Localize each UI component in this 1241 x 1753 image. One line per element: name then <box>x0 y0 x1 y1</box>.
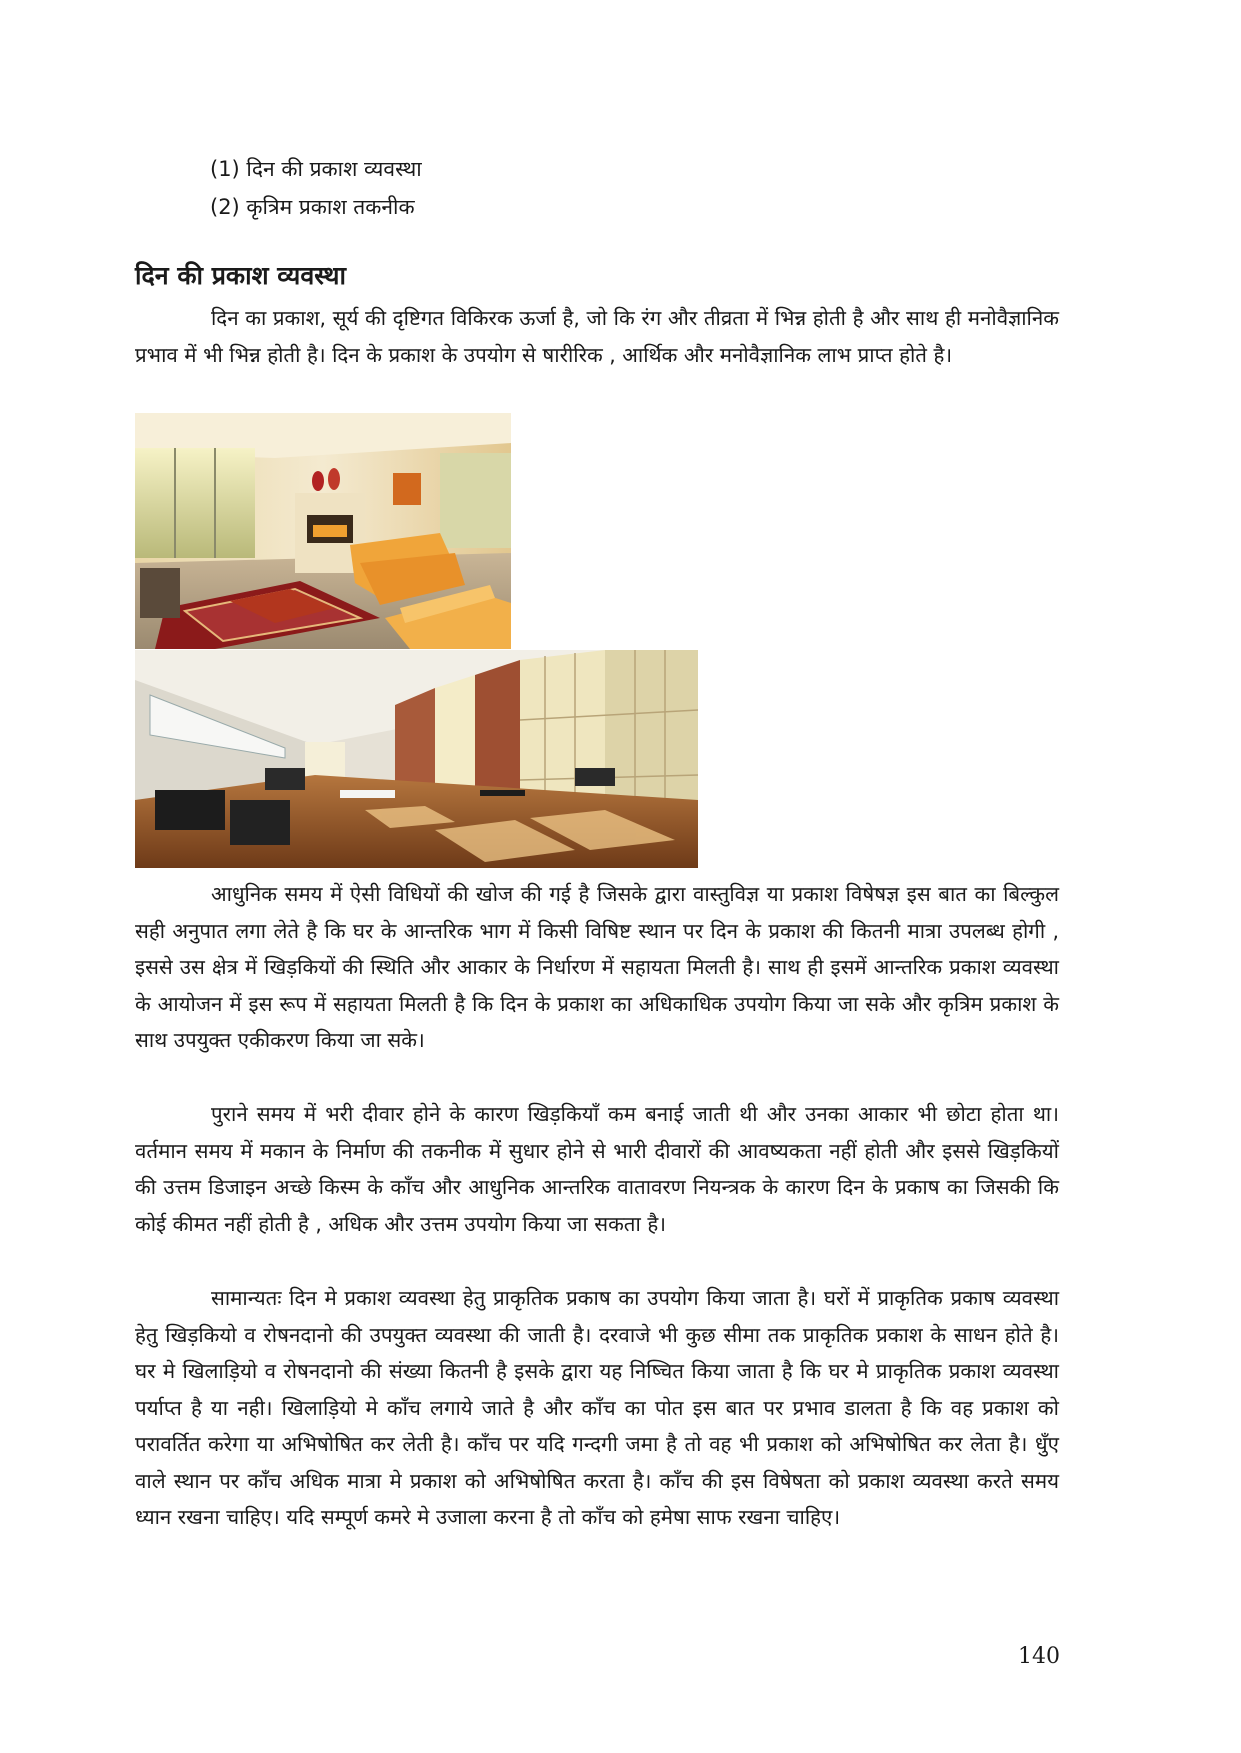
page-number: 140 <box>1018 1644 1060 1669</box>
paragraph-2: आधुनिक समय में ऐसी विधियों की खोज की गई है जिसके द्वारा वास्तुविज्ञ या प्रकाश विषेषज्ञ इस बात का बिल्कुल सही अनुपात लगा लेते है कि घर के आन्तरिक भाग में किसी विषिष्ट स्थान पर दिन के प्रकाश की कितनी मात्रा उपलब्ध होगी , इससे उस क्षेत्र में खिड़कियों की स्थिति और आकार के निर्धारण में सहायता मिलती है। साथ ही इसमें आन्तरिक प्रकाश व्यवस्था के आयोजन में इस रूप में सहायता मिलती है कि दिन के प्रकाश का अधिकाधिक उपयोग किया जा सके और कृत्रिम प्रकाश के साथ उपयुक्त एकीकरण किया जा सके। <box>135 882 1059 1052</box>
paragraph-1: दिन का प्रकाश, सूर्य की दृष्टिगत विकिरक ऊर्जा है, जो कि रंग और तीव्रता में भिन्न होती है और साथ ही मनोवैज्ञानिक प्रभाव में भी भिन्न होती है। दिन के प्रकाश के उपयोग से षारीरिक , आर्थिक और मनोवैज्ञानिक लाभ प्राप्त होते है। <box>135 306 1059 367</box>
intro-list <box>210 150 422 226</box>
corridor-photo <box>135 650 698 868</box>
paragraph-3: पुराने समय में भरी दीवार होने के कारण खिड़कियाँ कम बनाई जाती थी और उनका आकार भी छोटा होता था। वर्तमान समय में मकान के निर्माण की तकनीक में सुधार होने से भारी दीवारों की आवष्यकता नहीं होती और इससे खिड़कियों की उत्तम डिजाइन अच्छे किस्म के काँच और आधुनिक आन्तरिक वातावरण नियन्त्रक के कारण दिन के प्रकाष का जिसकी कि कोई कीमत नहीं होती है , अधिक और उत्तम उपयोग किया जा सकता है। <box>135 1102 1059 1236</box>
paragraph-4: सामान्यतः दिन मे प्रकाश व्यवस्था हेतु प्राकृतिक प्रकाष का उपयोग किया जाता है। घरों में प्राकृतिक प्रकाष व्यवस्था हेतु खिड़कियो व रोषनदानो की उपयुक्त व्यवस्था की जाती है। दरवाजे भी कुछ सीमा तक प्राकृतिक प्रकाश के साधन होते है। घर मे खिलाड़ियो व रोषनदानो की संख्या कितनी है इसके द्वारा यह निष्चित किया जाता है कि घर मे प्राकृतिक प्रकाश व्यवस्था पर्याप्त है या नही। खिलाड़ियो मे काँच लगाये जाते है और काँच का पोत इस बात पर प्रभाव डालता है कि वह प्रकाश को परावर्तित करेगा या अभिषोषित कर लेती है। काँच पर यदि गन्दगी जमा है तो वह भी प्रकाश को अभिषोषित कर लेता है। धुँए वाले स्थान पर काँच अधिक मात्रा मे प्रकाश को अभिषोषित करता है। काँच की इस विषेषता को प्रकाश व्यवस्था करते समय ध्यान रखना चाहिए। यदि सम्पूर्ण कमरे मे उजाला करना है तो काँच को हमेषा साफ रखना चाहिए। <box>135 1286 1059 1529</box>
living-room-illustration <box>135 413 511 649</box>
list-item-2: (2) कृत्रिम प्रकाश तकनीक <box>210 195 415 219</box>
list-item-1: (1) दिन की प्रकाश व्यवस्था <box>210 157 422 181</box>
section-heading: दिन की प्रकाश व्यवस्था <box>135 261 346 290</box>
living-room-photo <box>135 413 511 649</box>
corridor-illustration <box>135 650 698 868</box>
